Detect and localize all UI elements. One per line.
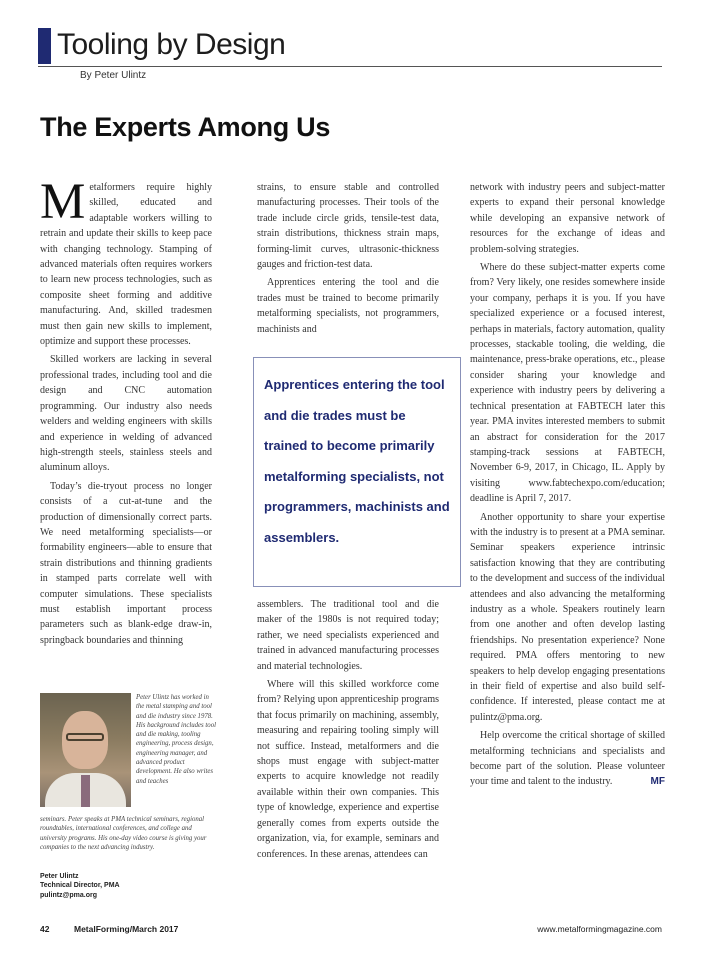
magazine-url[interactable]: www.metalformingmagazine.com — [537, 924, 662, 934]
header-divider — [38, 66, 662, 67]
paragraph: assemblers. The traditional tool and die maker of the 1980s is not required today; rather, we need specialists experienced and trained in advanced manufacturing processes and material technologies. — [257, 599, 439, 672]
article-column-2-top — [257, 180, 439, 352]
paragraph: strains, to ensure stable and controlled manufacturing processes. Their tools of the trade include circle grids, tensile-test data, strain distributions, thickness strain maps, forming-limit curves, ultrasonic-thickness gauges and friction-test data. — [257, 182, 439, 271]
end-mark: MF — [650, 776, 665, 788]
pull-quote — [253, 357, 461, 587]
paragraph — [40, 180, 212, 349]
magazine-issue: MetalForming/March 2017 — [74, 924, 179, 934]
author-signature — [40, 872, 218, 900]
author-bio-continued: seminars. Peter speaks at PMA technical seminars, regional roundtables, international conferences, and college and university programs. His one-day video course is giving your companies to the next advancing industry. — [40, 816, 207, 851]
paragraph: Apprentices entering the tool and die trades must be trained to become primarily metalforming specialists, not programmers, machinists and — [257, 277, 439, 335]
section-title: Tooling by Design — [57, 28, 286, 61]
article-headline: The Experts Among Us — [40, 112, 331, 142]
paragraph-text: etalformers require highly skilled, educated and adaptable workers willing to retrain and update their skills to keep pace with changing technology. Stamping of advanced materials often requires workers to learn new process technologies, such as composite sheet forming and additive manufacturing. And, skilled tradesmen must then gain new skills to implement, optimize and support these processes. — [40, 182, 212, 348]
author-title: Technical Director, PMA — [40, 882, 120, 890]
paragraph-text: Help overcome the critical shortage of skilled metalforming technicians and specialists and become part of the solution. Please volunteer your time and talent to the industry. — [470, 730, 665, 788]
paragraph: Where will this skilled workforce come from? Relying upon apprenticeship programs that focus primarily on machining, assembly, measuring and repairing tooling simply will not suffice. Instead, metalformers and die shops must engage with subject-matter experts to acquire knowledge not readily available within their own companies. This type of knowledge, experience and expertise generally comes from experts outside the organization, via, for example, seminars and conferences. In these arenas, attendees can — [257, 679, 439, 860]
author-name: Peter Ulintz — [40, 873, 79, 880]
paragraph: network with industry peers and subject-matter experts to expand their personal knowledge while developing an expansive network of resources for the exchange of ideas and problem-solving strategies. — [470, 182, 665, 255]
article-column-1 — [40, 180, 212, 680]
byline: By Peter Ulintz — [80, 70, 147, 81]
pull-quote-text: Apprentices entering the tool and die trades must be trained to become primarily metalforming specialists, not programmers, machinists and assemblers. — [264, 377, 450, 545]
page-number: 42 — [40, 924, 50, 934]
paragraph: Today’s die-tryout process no longer consists of a cut-at-tune and the production of dimensionally correct parts. We need metalforming specialists—or formability engineers—able to ensure that strain distributions and thinning gradients in stamped parts correlate well with computer simulations. These specialists must establish important process parameters such as blank-edge draw-in, springback boundaries and thinning — [40, 480, 212, 646]
photo-tie — [81, 775, 90, 807]
section-accent-bar — [38, 28, 51, 64]
author-email[interactable]: pulintz@pma.org — [40, 891, 97, 899]
drop-cap: M — [40, 180, 86, 230]
article-column-3 — [470, 180, 665, 910]
paragraph: Another opportunity to share your expertise with the industry is to present at a PMA seminar. Seminar speakers experience intrinsic satisfaction knowing that they are contributing to the development and success of the individual attendees and also advancing the metalforming industry as a whole. Speakers routinely learn from one another and often develop lasting friendships. No presentation experience? None required. PMA offers mentoring to new speakers to help develop engaging presentations in their field of expertise and also build self-confidence. If interested, please contact me at pulintz@pma.org. — [470, 511, 665, 723]
paragraph: Skilled workers are lacking in several professional trades, including tool and die design and CNC automation programming. Our industry also needs welders and welding engineers with skills and experience in welding of advanced high-strength steels, stainless steels and aluminum alloys. — [40, 354, 212, 474]
paragraph: Where do these subject-matter experts come from? Very likely, one resides somewhere inside your company, perhaps it is you. If you have specialized experience or a focused interest, perhaps in materials, factory automation, quality processes, stackable tooling, die welding, die maintenance, press-brake operations, etc., please consider sharing your knowledge and experience with industry peers by delivering a technical presentation at FABTECH later this year. PMA invites interested members to submit an abstract for consideration for the 2017 stamping-track sessions at FABTECH, November 6-9, 2017, in Chicago, IL. Apply by visiting www.fabtechexpo.com/education; deadline is April 7, 2017. — [470, 262, 665, 505]
author-photo — [40, 693, 131, 807]
paragraph — [470, 728, 665, 790]
article-column-2-bottom — [257, 597, 439, 910]
photo-glasses — [66, 733, 104, 741]
author-bio: Peter Ulintz has worked in the metal stamping and tool and die industry since 1978. His background includes tool and die making, tooling engineering, process design, engineering manager, and advanced product development. He also writes and teaches — [136, 694, 216, 785]
